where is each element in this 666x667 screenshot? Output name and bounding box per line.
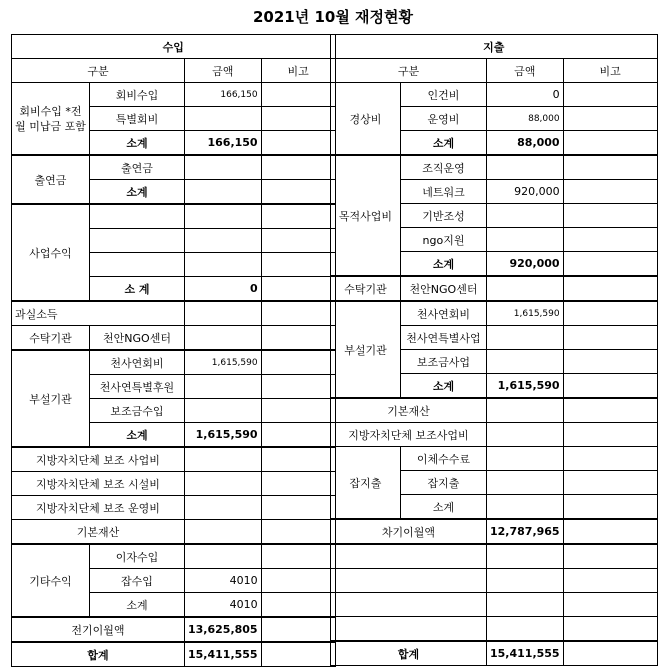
operating-subtotal-amount: 88,000 (487, 131, 564, 156)
income-affiliated-row-1-note (261, 350, 335, 375)
expense-affiliated-row-2-note (563, 326, 657, 350)
expense-endowment-amount (487, 398, 564, 423)
operating-row-2-note (563, 107, 657, 131)
income-affiliated-group-label: 부설기관 (12, 350, 90, 447)
carryover-note (261, 617, 335, 642)
operating-row-2-amount: 88,000 (487, 107, 564, 131)
income-total-amount: 15,411,555 (185, 642, 262, 667)
purpose-row-1-label: 조직운영 (401, 155, 487, 180)
expense-affiliated-row-2-amount (487, 326, 564, 350)
expense-empty-row (331, 544, 487, 569)
business-row-3-label (90, 253, 185, 277)
income-endowment-label: 기본재산 (12, 520, 185, 545)
other-income-subtotal-amount: 4010 (185, 593, 262, 618)
income-total-label: 합계 (12, 642, 185, 667)
expense-local-gov-label: 지방자치단체 보조사업비 (331, 423, 487, 447)
other-income-row-2-note (261, 569, 335, 593)
expense-affiliated-row-3-label: 보조금사업 (401, 350, 487, 374)
expense-empty-note (563, 544, 657, 569)
income-total-note (261, 642, 335, 667)
expense-col-note: 비고 (563, 59, 657, 83)
contribution-subtotal-amount (185, 180, 262, 205)
expense-trust-note (563, 276, 657, 301)
income-affiliated-row-2-amount (185, 375, 262, 399)
other-income-row-1-note (261, 544, 335, 569)
page-title: 2021년 10월 재정현황 (252, 8, 413, 26)
expense-affiliated-group-label: 부설기관 (331, 301, 401, 398)
expense-trust-amount (487, 276, 564, 301)
contribution-subtotal-note (261, 180, 335, 205)
expense-local-gov-amount (487, 423, 564, 447)
purpose-subtotal-note (563, 252, 657, 277)
membership-row-1-note (261, 83, 335, 107)
income-trust-name: 천안NGO센터 (90, 326, 185, 351)
expense-affiliated-row-3-amount (487, 350, 564, 374)
other-income-row-1-label: 이자수입 (90, 544, 185, 569)
expense-empty-row (331, 617, 487, 642)
expense-affiliated-subtotal-note (563, 374, 657, 399)
expense-empty-amount (487, 617, 564, 642)
expense-col-amount: 금액 (487, 59, 564, 83)
income-affiliated-row-1-amount: 1,615,590 (185, 350, 262, 375)
operating-group-label: 경상비 (331, 83, 401, 156)
expense-endowment-note (563, 398, 657, 423)
misc-row-1-label: 이체수수료 (401, 447, 487, 471)
surplus-note (261, 301, 335, 326)
business-row-3-note (261, 253, 335, 277)
purpose-subtotal-label: 소계 (401, 252, 487, 277)
other-income-subtotal-label: 소계 (90, 593, 185, 618)
membership-subtotal-amount: 166,150 (185, 131, 262, 156)
misc-subtotal-label: 소계 (401, 495, 487, 520)
income-affiliated-row-3-note (261, 399, 335, 423)
purpose-row-1-amount (487, 155, 564, 180)
expense-empty-note (563, 617, 657, 642)
operating-subtotal-note (563, 131, 657, 156)
purpose-row-2-label: 네트워크 (401, 180, 487, 204)
purpose-row-4-amount (487, 228, 564, 252)
expense-empty-row (331, 593, 487, 617)
income-affiliated-subtotal-amount: 1,615,590 (185, 423, 262, 448)
misc-row-1-amount (487, 447, 564, 471)
expense-empty-amount (487, 569, 564, 593)
misc-subtotal-amount (487, 495, 564, 520)
carryover-label: 전기이월액 (12, 617, 185, 642)
contribution-row-1-amount (185, 155, 262, 180)
local-gov-operating-label: 지방자치단체 보조 운영비 (12, 496, 185, 520)
other-income-group-label: 기타수익 (12, 544, 90, 617)
income-header: 수입 (12, 35, 336, 59)
local-gov-facility-label: 지방자치단체 보조 시설비 (12, 472, 185, 496)
expense-empty-row (331, 569, 487, 593)
income-table (11, 34, 336, 667)
local-gov-project-label: 지방자치단체 보조 사업비 (12, 447, 185, 472)
purpose-row-3-amount (487, 204, 564, 228)
income-affiliated-subtotal-note (261, 423, 335, 448)
business-row-2-note (261, 229, 335, 253)
business-row-2-label (90, 229, 185, 253)
operating-row-1-note (563, 83, 657, 107)
local-gov-project-amount (185, 447, 262, 472)
contribution-group-label: 출연금 (12, 155, 90, 204)
business-row-2-amount (185, 229, 262, 253)
income-affiliated-row-1-label: 천사연회비 (90, 350, 185, 375)
membership-row-1-label: 회비수입 (90, 83, 185, 107)
income-trust-label: 수탁기관 (12, 326, 90, 351)
expense-affiliated-subtotal-amount: 1,615,590 (487, 374, 564, 399)
income-col-category: 구분 (12, 59, 185, 83)
other-income-subtotal-note (261, 593, 335, 618)
other-income-row-2-label: 잡수입 (90, 569, 185, 593)
purpose-row-2-note (563, 180, 657, 204)
expense-endowment-label: 기본재산 (331, 398, 487, 423)
expense-total-note (563, 641, 657, 666)
surplus-label: 과실소득 (12, 301, 185, 326)
expense-header: 지출 (331, 35, 658, 59)
contribution-row-1-label: 출연금 (90, 155, 185, 180)
carryforward-note (563, 519, 657, 544)
membership-row-1-amount: 166,150 (185, 83, 262, 107)
expense-trust-label: 수탁기관 (331, 276, 401, 301)
contribution-subtotal-label: 소계 (90, 180, 185, 205)
misc-row-2-note (563, 471, 657, 495)
expense-affiliated-row-3-note (563, 350, 657, 374)
income-affiliated-row-2-note (261, 375, 335, 399)
misc-row-2-amount (487, 471, 564, 495)
business-row-1-note (261, 204, 335, 229)
expense-col-category: 구분 (331, 59, 487, 83)
operating-row-2-label: 운영비 (401, 107, 487, 131)
purpose-row-3-label: 기반조성 (401, 204, 487, 228)
membership-group-label: 회비수입 *전월 미납금 포함 (12, 83, 90, 156)
expense-table (330, 34, 658, 666)
income-trust-amount (185, 326, 262, 351)
income-col-amount: 금액 (185, 59, 262, 83)
income-affiliated-row-2-label: 천사연특별후원 (90, 375, 185, 399)
purpose-row-1-note (563, 155, 657, 180)
misc-row-1-note (563, 447, 657, 471)
misc-group-label: 잡지출 (331, 447, 401, 520)
business-row-3-amount (185, 253, 262, 277)
expense-affiliated-row-1-note (563, 301, 657, 326)
expense-total-label: 합계 (331, 641, 487, 666)
operating-row-1-amount: 0 (487, 83, 564, 107)
local-gov-operating-note (261, 496, 335, 520)
local-gov-operating-amount (185, 496, 262, 520)
other-income-row-2-amount: 4010 (185, 569, 262, 593)
misc-subtotal-note (563, 495, 657, 520)
expense-empty-note (563, 593, 657, 617)
purpose-subtotal-amount: 920,000 (487, 252, 564, 277)
contribution-row-1-note (261, 155, 335, 180)
carryforward-label: 차기이월액 (331, 519, 487, 544)
business-row-1-amount (185, 204, 262, 229)
expense-total-amount: 15,411,555 (487, 641, 564, 666)
expense-affiliated-subtotal-label: 소계 (401, 374, 487, 399)
purpose-row-2-amount: 920,000 (487, 180, 564, 204)
purpose-row-3-note (563, 204, 657, 228)
expense-affiliated-row-1-amount: 1,615,590 (487, 301, 564, 326)
operating-row-1-label: 인건비 (401, 83, 487, 107)
membership-row-2-label: 특별회비 (90, 107, 185, 131)
expense-empty-amount (487, 593, 564, 617)
membership-row-2-amount (185, 107, 262, 131)
carryover-amount: 13,625,805 (185, 617, 262, 642)
income-affiliated-row-3-label: 보조금수입 (90, 399, 185, 423)
purpose-row-4-note (563, 228, 657, 252)
local-gov-facility-amount (185, 472, 262, 496)
other-income-row-1-amount (185, 544, 262, 569)
expense-empty-amount (487, 544, 564, 569)
purpose-group-label: 목적사업비 (331, 155, 401, 276)
purpose-row-4-label: ngo지원 (401, 228, 487, 252)
expense-local-gov-note (563, 423, 657, 447)
business-row-1-label (90, 204, 185, 229)
business-subtotal-label: 소 계 (90, 277, 185, 302)
local-gov-project-note (261, 447, 335, 472)
business-group-label: 사업수익 (12, 204, 90, 301)
expense-empty-note (563, 569, 657, 593)
carryforward-amount: 12,787,965 (487, 519, 564, 544)
income-endowment-note (261, 520, 335, 545)
expense-affiliated-row-1-label: 천사연회비 (401, 301, 487, 326)
expense-trust-name: 천안NGO센터 (401, 276, 487, 301)
membership-subtotal-note (261, 131, 335, 156)
expense-affiliated-row-2-label: 천사연특별사업 (401, 326, 487, 350)
surplus-amount (185, 301, 262, 326)
membership-row-2-note (261, 107, 335, 131)
misc-row-2-label: 잡지출 (401, 471, 487, 495)
business-subtotal-amount: 0 (185, 277, 262, 302)
local-gov-facility-note (261, 472, 335, 496)
membership-subtotal-label: 소계 (90, 131, 185, 156)
income-affiliated-row-3-amount (185, 399, 262, 423)
income-endowment-amount (185, 520, 262, 545)
operating-subtotal-label: 소계 (401, 131, 487, 156)
income-col-note: 비고 (261, 59, 335, 83)
income-affiliated-subtotal-label: 소계 (90, 423, 185, 448)
income-trust-note (261, 326, 335, 351)
business-subtotal-note (261, 277, 335, 302)
